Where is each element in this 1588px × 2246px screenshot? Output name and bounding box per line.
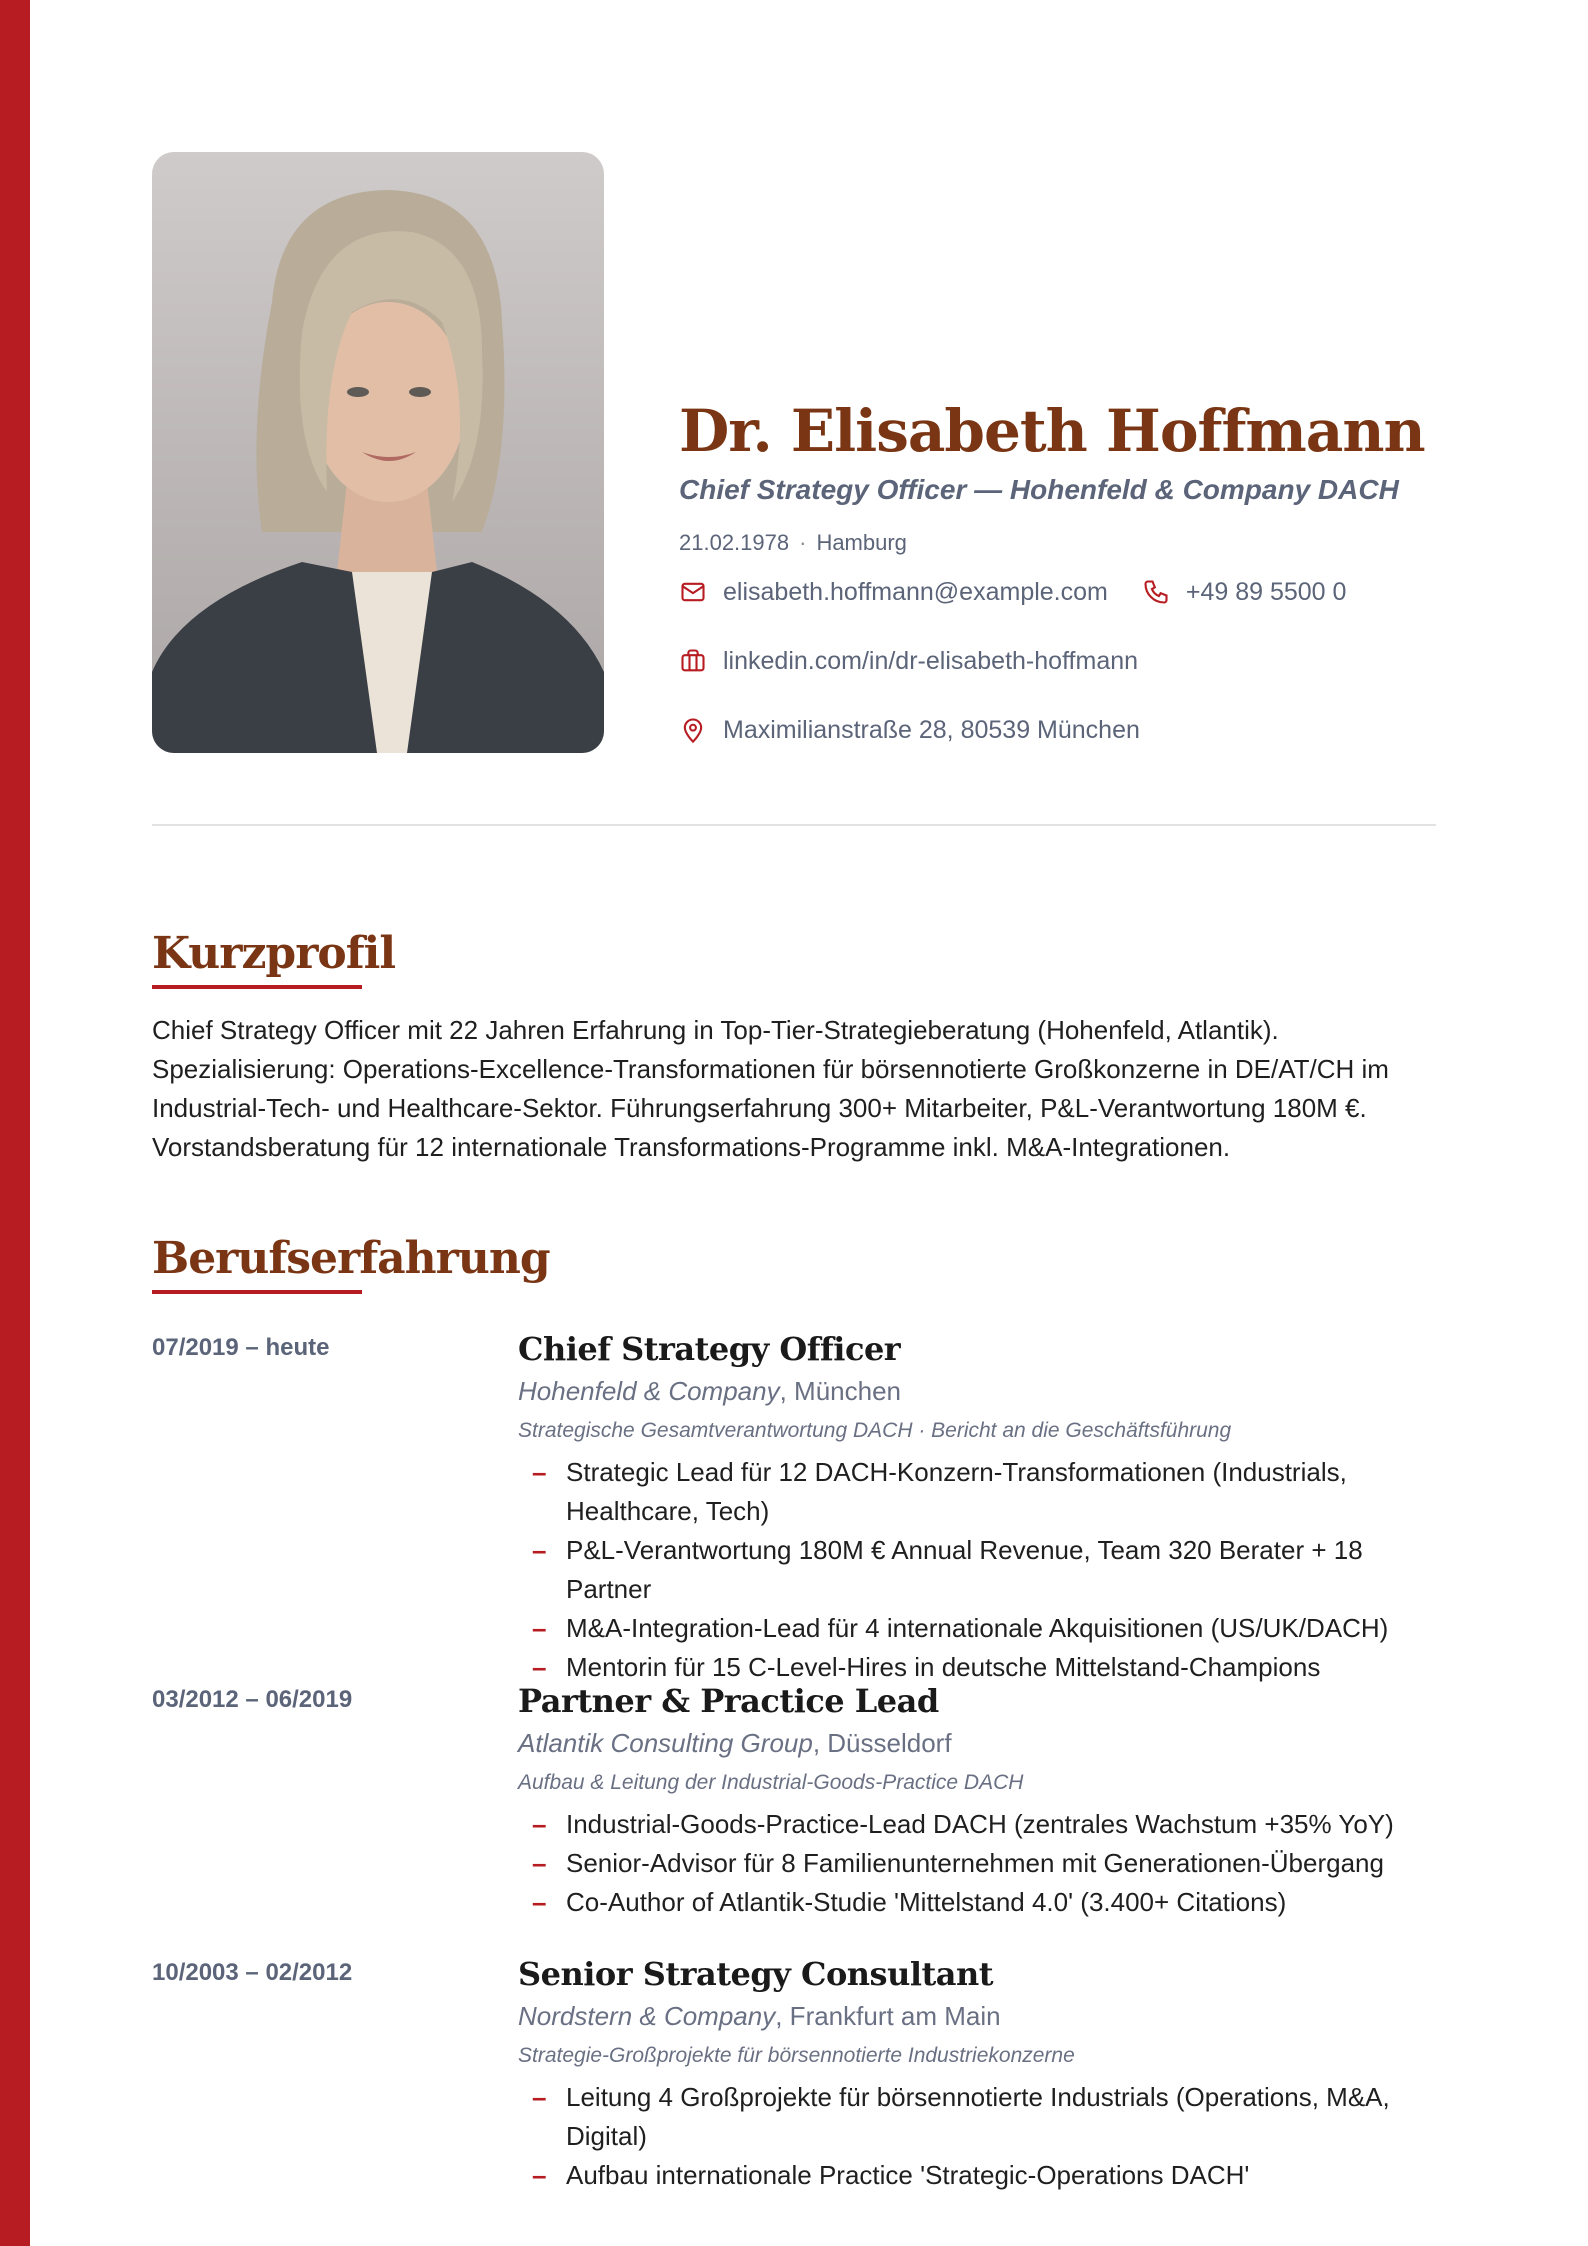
linkedin-text: linkedin.com/in/dr-elisabeth-hoffmann [723, 646, 1139, 675]
job-body [518, 1955, 1436, 2195]
job-bullet: – Mentorin für 15 C-Level-Hires in deutsche Mittelstand-Champions [518, 1648, 1436, 1687]
job-title: Senior Strategy Consultant [518, 1955, 994, 1993]
experience-section [152, 1233, 1436, 1294]
company-name: Atlantik Consulting Group [518, 1728, 813, 1758]
header-info [679, 397, 1439, 745]
section-title-profile: Kurzprofil [152, 928, 396, 979]
job-bullet: – Senior-Advisor für 8 Familienunternehmen mit Generationen-Übergang [518, 1844, 1436, 1883]
profile-section [152, 928, 1436, 1167]
contact-row-1 [679, 578, 1439, 607]
bullet-marker: – [532, 1652, 547, 1682]
company-location: , München [779, 1376, 902, 1406]
address-contact [679, 716, 1140, 745]
section-underline [152, 1290, 362, 1294]
person-name: Dr. Elisabeth Hoffmann [679, 397, 1425, 465]
bullet-marker: – [532, 1613, 547, 1643]
job-bullet: – M&A-Integration-Lead für 4 internationale Akquisitionen (US/UK/DACH) [518, 1609, 1436, 1648]
company-name: Nordstern & Company [518, 2001, 776, 2031]
job-bullet: – Leitung 4 Großprojekte für börsennotierte Industrials (Operations, M&A, Digital) [518, 2078, 1436, 2156]
mail-icon [679, 578, 707, 606]
company-name: Hohenfeld & Company [518, 1376, 780, 1406]
email-text: elisabeth.hoffmann@example.com [723, 577, 1108, 606]
job-company [518, 1376, 1436, 1407]
profile-text: Chief Strategy Officer mit 22 Jahren Erfahrung in Top-Tier-Strategieberatung (Hohenfeld, Atlantik). Spezialisierung: Operations-Excellence-Transformationen für börsennotierte Großkonzerne in DE/AT/CH im Industrial-Tech- und Healthcare-Sektor. Führungserfahrung 300+ Mitarbeiter, P&L-Verantwortung 180M €. Vorstandsberatung für 12 internationale Transformations-Programme inkl. M&A-Integrationen. [152, 1015, 1389, 1162]
job-bullet: – Co-Author of Atlantik-Studie 'Mittelstand 4.0' (3.400+ Citations) [518, 1883, 1436, 1922]
job-bullet: – Strategic Lead für 12 DACH-Konzern-Transformationen (Industrials, Healthcare, Tech) [518, 1453, 1436, 1531]
job-company [518, 2001, 1436, 2032]
bullet-marker: – [532, 2082, 547, 2112]
job-company [518, 1728, 1436, 1759]
email-contact[interactable] [679, 578, 1108, 607]
location-pin-icon [679, 716, 707, 744]
linkedin-contact[interactable] [679, 647, 1138, 676]
section-title-experience: Berufserfahrung [152, 1233, 550, 1284]
job-bullet: – P&L-Verantwortung 180M € Annual Revenue, Team 320 Berater + 18 Partner [518, 1531, 1436, 1609]
job-date: 07/2019 – heute [152, 1334, 330, 1361]
contact-row-2 [679, 647, 1439, 676]
phone-text: +49 89 5500 0 [1185, 577, 1347, 606]
job-title: Partner & Practice Lead [518, 1682, 939, 1720]
job-bullet: – Industrial-Goods-Practice-Lead DACH (zentrales Wachstum +35% YoY) [518, 1805, 1436, 1844]
briefcase-icon [679, 647, 707, 675]
section-underline [152, 985, 362, 989]
accent-bar [0, 0, 30, 2246]
job-body [518, 1682, 1436, 1922]
job-description: Strategie-Großprojekte für börsennotierte Industriekonzerne [518, 2044, 1075, 2067]
bullet-marker: – [532, 1457, 547, 1487]
job-bullet: – Aufbau internationale Practice 'Strategic-Operations DACH' [518, 2156, 1436, 2195]
job-description: Aufbau & Leitung der Industrial-Goods-Practice DACH [518, 1771, 1024, 1794]
meta-separator: · [799, 529, 807, 555]
bullet-marker: – [532, 1535, 547, 1565]
bullet-marker: – [532, 1848, 547, 1878]
header-divider [152, 824, 1436, 826]
company-location: , Düsseldorf [812, 1728, 952, 1758]
job-date: 03/2012 – 06/2019 [152, 1686, 353, 1713]
address-text: Maximilianstraße 28, 80539 München [723, 715, 1140, 744]
profile-photo [152, 152, 604, 753]
bullet-marker: – [532, 2160, 547, 2190]
job-title: Chief Strategy Officer [518, 1330, 901, 1368]
phone-icon [1142, 578, 1170, 606]
contact-row-3 [679, 716, 1439, 745]
company-location: , Frankfurt am Main [775, 2001, 1001, 2031]
bullet-marker: – [532, 1809, 547, 1839]
job-date: 10/2003 – 02/2012 [152, 1959, 353, 1986]
city: Hamburg [816, 529, 907, 555]
job-bullets [518, 1805, 1436, 1922]
job-description: Strategische Gesamtverantwortung DACH · Bericht an die Geschäftsführung [518, 1419, 1232, 1442]
job-bullets [518, 1453, 1436, 1687]
personal-meta [679, 530, 1439, 556]
phone-contact[interactable] [1142, 578, 1347, 607]
job-body [518, 1330, 1436, 1687]
bullet-marker: – [532, 1887, 547, 1917]
job-bullets [518, 2078, 1436, 2195]
job-subtitle: Chief Strategy Officer — Hohenfeld & Company DACH [679, 473, 1399, 505]
birthdate: 21.02.1978 [679, 529, 790, 555]
